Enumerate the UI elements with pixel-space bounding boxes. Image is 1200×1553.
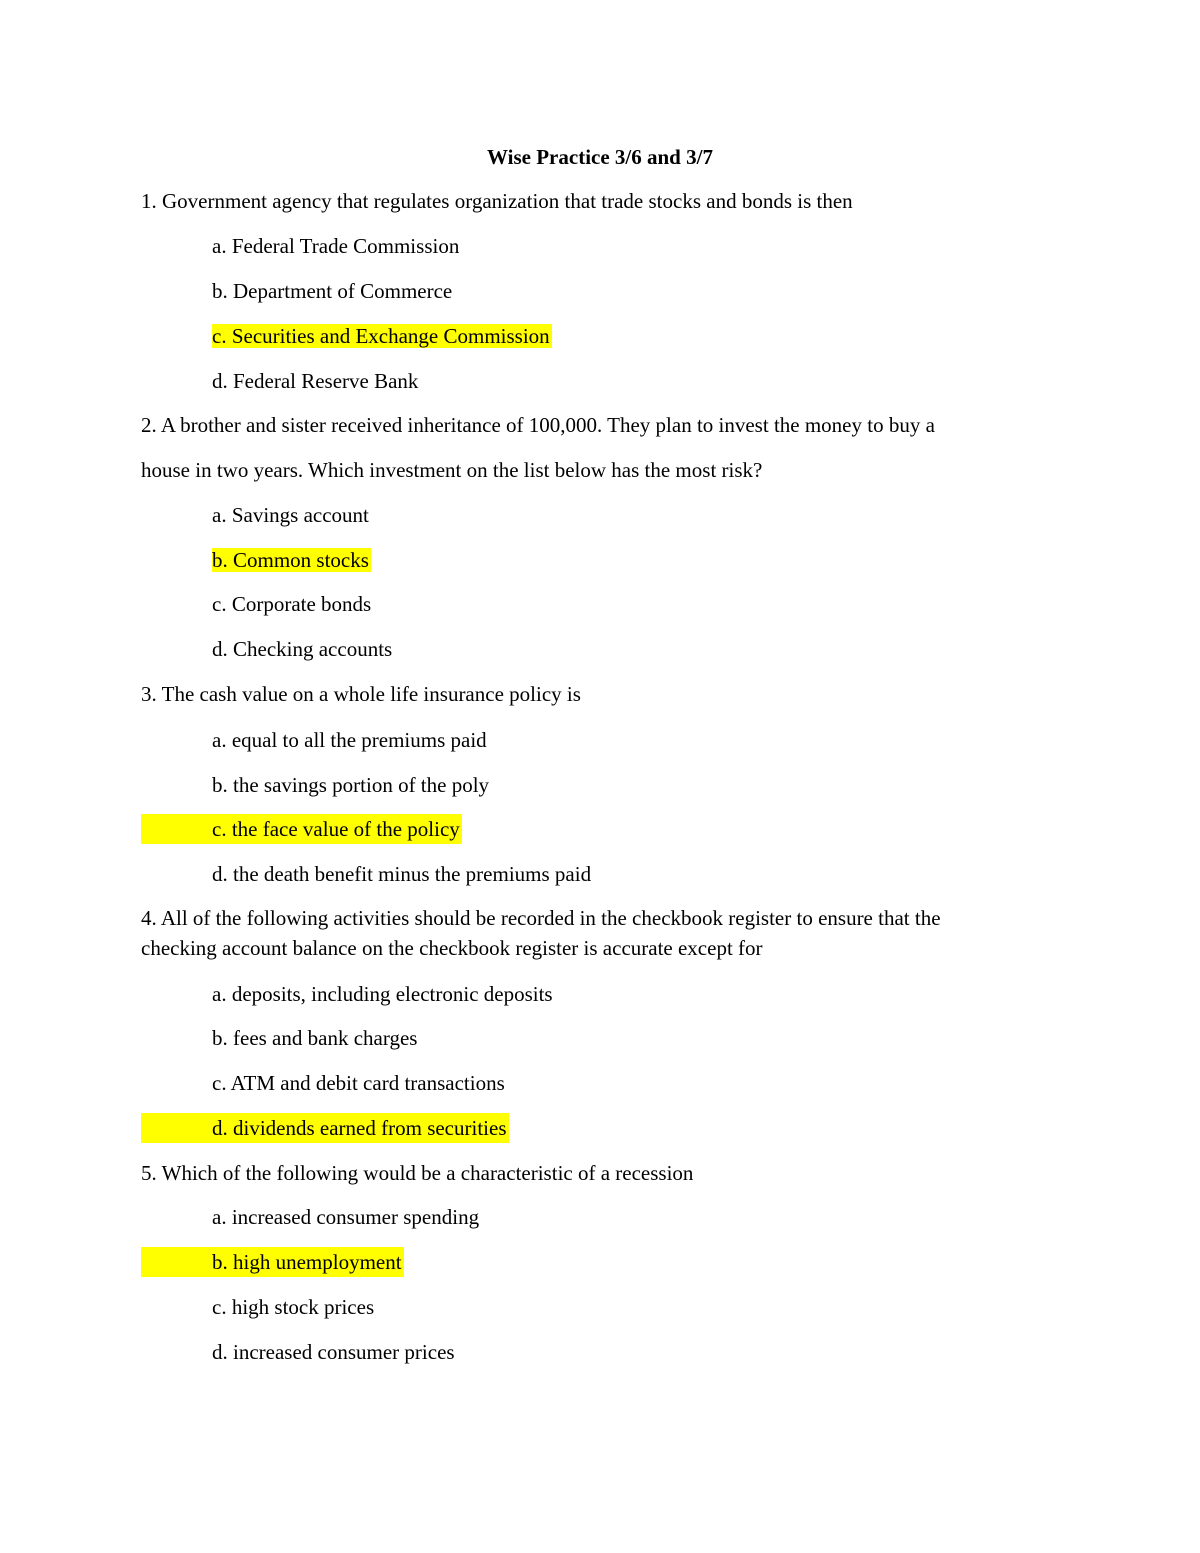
question-1-option-d: d. Federal Reserve Bank	[212, 369, 419, 393]
question-4-option-a: a. deposits, including electronic deposits	[212, 982, 553, 1006]
question-2-option-d: d. Checking accounts	[212, 637, 393, 661]
question-3-option-c-highlighted: c. the face value of the policy	[141, 814, 462, 844]
question-3-option-a: a. equal to all the premiums paid	[212, 728, 487, 752]
question-1-option-b: b. Department of Commerce	[212, 279, 453, 303]
question-1-option-c-highlighted	[212, 321, 552, 351]
question-1-option-a: a. Federal Trade Commission	[212, 234, 460, 258]
question-5-option-b-highlighted: b. high unemployment	[141, 1247, 404, 1277]
question-3-option-b: b. the savings portion of the poly	[212, 773, 490, 797]
highlighted-answer: c. Securities and Exchange Commission	[212, 324, 550, 348]
question-4-option-c: c. ATM and debit card transactions	[212, 1071, 505, 1095]
question-5-option-d: d. increased consumer prices	[212, 1340, 455, 1364]
question-2-option-c: c. Corporate bonds	[212, 592, 372, 616]
question-1-text: 1. Government agency that regulates organization that trade stocks and bonds is then	[141, 189, 853, 213]
question-2-option-a: a. Savings account	[212, 503, 369, 527]
highlighted-answer: b. Common stocks	[212, 548, 369, 572]
question-4-option-b: b. fees and bank charges	[212, 1026, 418, 1050]
question-5-option-a: a. increased consumer spending	[212, 1205, 480, 1229]
question-2-text-line-1: 2. A brother and sister received inheritance of 100,000. They plan to invest the money to buy a	[141, 413, 935, 437]
question-3-text: 3. The cash value on a whole life insurance policy is	[141, 682, 581, 706]
page-title: Wise Practice 3/6 and 3/7	[487, 145, 713, 169]
question-3-option-d: d. the death benefit minus the premiums paid	[212, 862, 592, 886]
question-4-text-line-2: checking account balance on the checkbook register is accurate except for	[141, 936, 763, 960]
question-4-text-line-1: 4. All of the following activities should be recorded in the checkbook register to ensure that the	[141, 906, 941, 930]
question-5-option-c: c. high stock prices	[212, 1295, 375, 1319]
question-4-option-d-highlighted: d. dividends earned from securities	[141, 1113, 509, 1143]
question-5-text: 5. Which of the following would be a characteristic of a recession	[141, 1161, 694, 1185]
question-2-text-line-2: house in two years. Which investment on the list below has the most risk?	[141, 458, 763, 482]
question-2-option-b-highlighted	[212, 545, 371, 575]
